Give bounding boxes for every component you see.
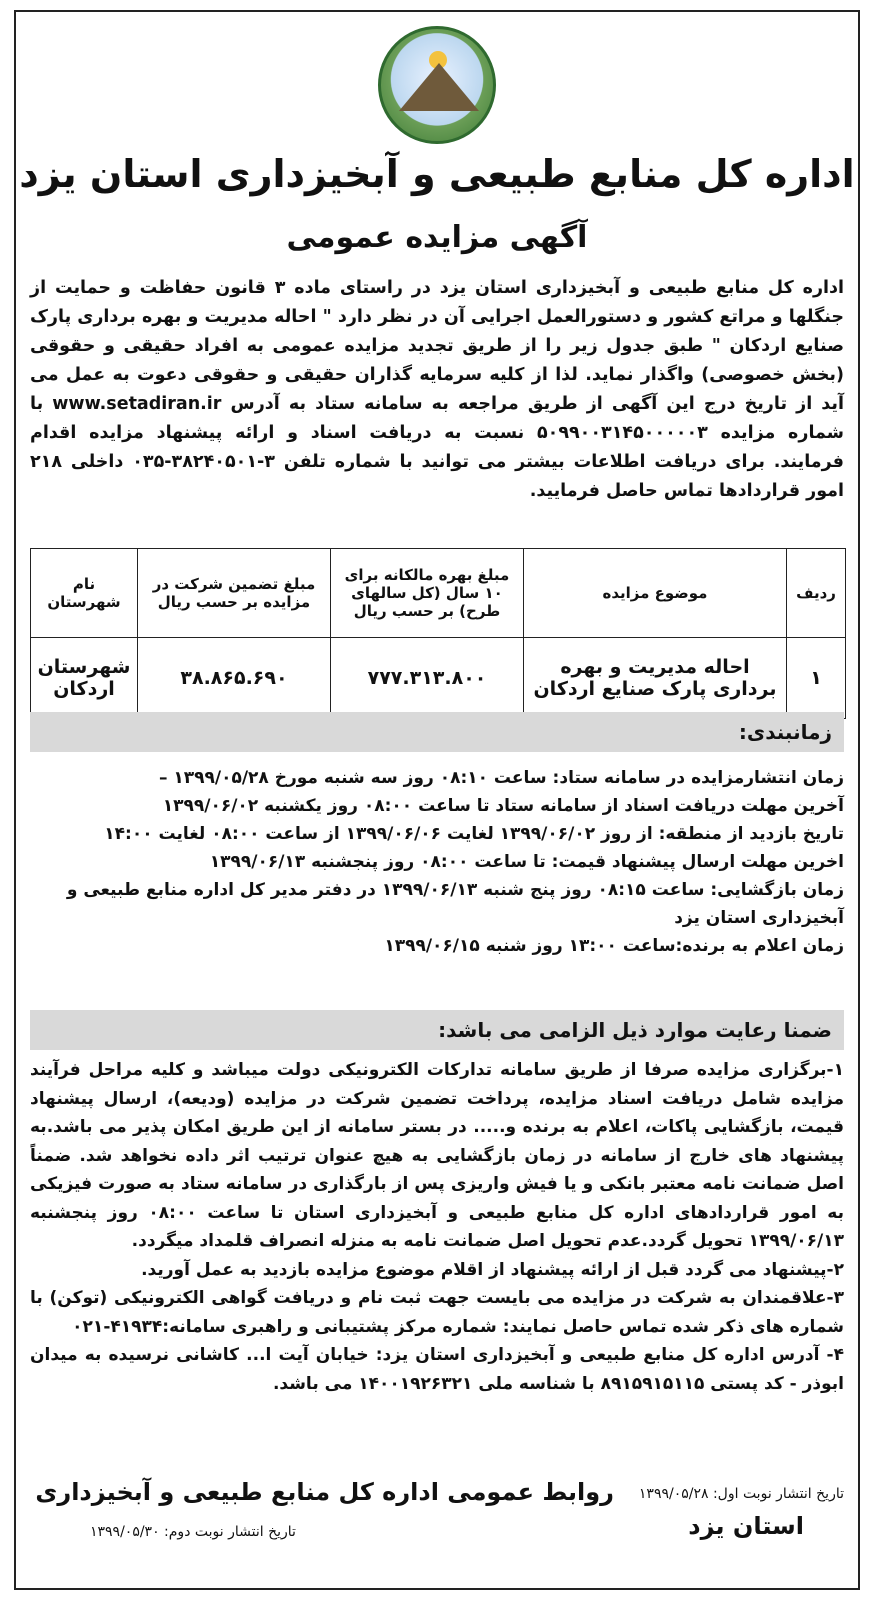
auction-table: [30, 548, 846, 719]
public-relations-line1: روابط عمومی اداره کل منابع طبیعی و آبخیزداری: [35, 1478, 614, 1506]
rule-item: ۳-علاقمندان به شرکت در مزایده می بایست جهت ثبت نام و دریافت گواهی الکترونیکی (توکن) با شماره های ذکر شده تماس حاصل نمایند: شماره مرکز پشتیبانی و راهبری سامانه:۴۱۹۳۴-۰۲۱: [30, 1288, 844, 1337]
schedule-heading: زمانبندی:: [30, 712, 844, 752]
rules-list: [30, 1056, 844, 1398]
header-subject: موضوع مزایده: [524, 549, 787, 638]
header-row-no: ردیف: [787, 549, 846, 638]
schedule-item: زمان انتشارمزایده در سامانه ستاد: ساعت ۰۸:۱۰ روز سه شنبه مورخ ۱۳۹۹/۰۵/۲۸ –: [158, 768, 844, 788]
cell-row-no: ۱: [787, 638, 846, 719]
rules-heading: ضمنا رعایت موارد ذیل الزامی می باشد:: [30, 1010, 844, 1050]
schedule-item: آخرین مهلت دریافت اسناد از سامانه ستاد تا ساعت ۰۸:۰۰ روز یکشنبه ۱۳۹۹/۰۶/۰۲: [162, 796, 844, 816]
rule-item: ۱-برگزاری مزایده صرفا از طریق سامانه تدارکات الکترونیکی دولت میباشد و کلیه مراحل فرآیند مزایده شامل دریافت اسناد مزایده، پرداخت تضمین شرکت در مزایده (ودیعه)، ارسال پیشنهاد قیمت، بازگشایی پاکات، اعلام به برنده و..... در بستر سامانه از این طریق امکان پذیر می باشد.به پیشنهاد های خارج از سامانه در زمان بازگشایی به هیچ عنوان ترتیب اثر داده نخواهد شد. ضمناً اصل ضمانت نامه معتبر بانکی و یا فیش واریزی پس از بارگذاری در سامانه ستاد به صورت فیزیکی به امور قراردادهای اداره کل منابع طبیعی و آبخیزداری استان تا ساعت ۰۸:۰۰ روز پنجشنبه ۱۳۹۹/۰۶/۱۳ تحویل گردد.عدم تحویل اصل ضمانت نامه به منزله انصراف قلمداد میگردد.: [30, 1060, 844, 1251]
intro-paragraph: اداره کل منابع طبیعی و آبخیزداری استان یزد در راستای ماده ۳ قانون حفاظت و حمایت از جنگلها و مراتع کشور و دستورالعمل اجرایی آن در نظر دارد " احاله مدیریت و بهره برداری پارک صنایع اردکان " طبق جدول زیر را از طریق تجدید مزایده عمومی به افراد حقیقی و حقوقی (بخش خصوصی) واگذار نماید. لذا از کلیه سرمایه گذاران حقیقی و حقوقی دعوت به عمل می آید از تاریخ درج این آگهی از طریق مراجعه به سامانه ستاد به آدرس www.setadiran.ir با شماره مزایده ۵۰۹۹۰۰۳۱۴۵۰۰۰۰۰۳ نسبت به دریافت اسناد و ارائه پیشنهاد مزایده اقدام فرمایند. برای دریافت اطلاعات بیشتر می توانید با شماره تلفن ۳-۳۸۲۴۰۵۰۱-۰۳۵ داخلی ۲۱۸ امور قراردادها تماس حاصل فرمایید.: [30, 278, 844, 501]
rule-item: ۲-پیشنهاد می گردد قبل از ارائه پیشنهاد از اقلام موضوع مزایده بازدید به عمل آورید.: [141, 1259, 844, 1280]
notice-title: آگهی مزایده عمومی: [286, 220, 588, 255]
rule-item: ۴- آدرس اداره کل منابع طبیعی و آبخیزداری استان یزد: خیابان آیت ا... کاشانی نرسیده به میدان ابوذر - کد پستی ۸۹۱۵۹۱۵۱۱۵ با شناسه ملی ۱۴۰۰۱۹۲۶۳۲۱ می باشد.: [30, 1345, 844, 1394]
cell-amount: ۷۷۷.۳۱۳.۸۰۰: [331, 638, 524, 719]
organization-title: اداره کل منابع طبیعی و آبخیزداری استان یزد: [19, 152, 855, 196]
organization-logo: [378, 26, 496, 144]
notice-page: [14, 10, 860, 1590]
header-amount: مبلغ بهره مالکانه برای ۱۰ سال (کل سالهای طرح) بر حسب ریال: [331, 549, 524, 638]
cell-city: شهرستان اردکان: [31, 638, 138, 719]
first-publication-date: تاریخ انتشار نوبت اول: ۱۳۹۹/۰۵/۲۸: [638, 1486, 844, 1502]
table-header-row: [31, 549, 846, 638]
cell-deposit: ۳۸.۸۶۵.۶۹۰: [138, 638, 331, 719]
schedule-item: اخرین مهلت ارسال پیشنهاد قیمت: تا ساعت ۰۸:۰۰ روز پنجشنبه ۱۳۹۹/۰۶/۱۳: [209, 852, 844, 872]
table-row: [31, 638, 846, 719]
schedule-item: تاریخ بازدید از منطقه: از روز ۱۳۹۹/۰۶/۰۲ لغایت ۱۳۹۹/۰۶/۰۶ از ساعت ۰۸:۰۰ لغایت ۱۴:۰۰: [104, 824, 844, 844]
header-city: نام شهرستان: [31, 549, 138, 638]
mountain-icon: [399, 63, 479, 111]
schedule-item: زمان بازگشایی: ساعت ۰۸:۱۵ روز پنج شنبه ۱۳۹۹/۰۶/۱۳ در دفتر مدیر کل اداره منابع طبیعی و آبخیزداری استان یزد: [66, 880, 844, 928]
cell-subject: احاله مدیریت و بهره برداری پارک صنایع اردکان: [524, 638, 787, 719]
schedule-item: زمان اعلام به برنده:ساعت ۱۳:۰۰ روز شنبه ۱۳۹۹/۰۶/۱۵: [384, 936, 844, 956]
public-relations-line2: استان یزد: [688, 1512, 804, 1540]
header-deposit: مبلغ تضمین شرکت در مزایده بر حسب ریال: [138, 549, 331, 638]
schedule-list: [30, 764, 844, 960]
second-publication-date: تاریخ انتشار نوبت دوم: ۱۳۹۹/۰۵/۳۰: [90, 1524, 296, 1540]
